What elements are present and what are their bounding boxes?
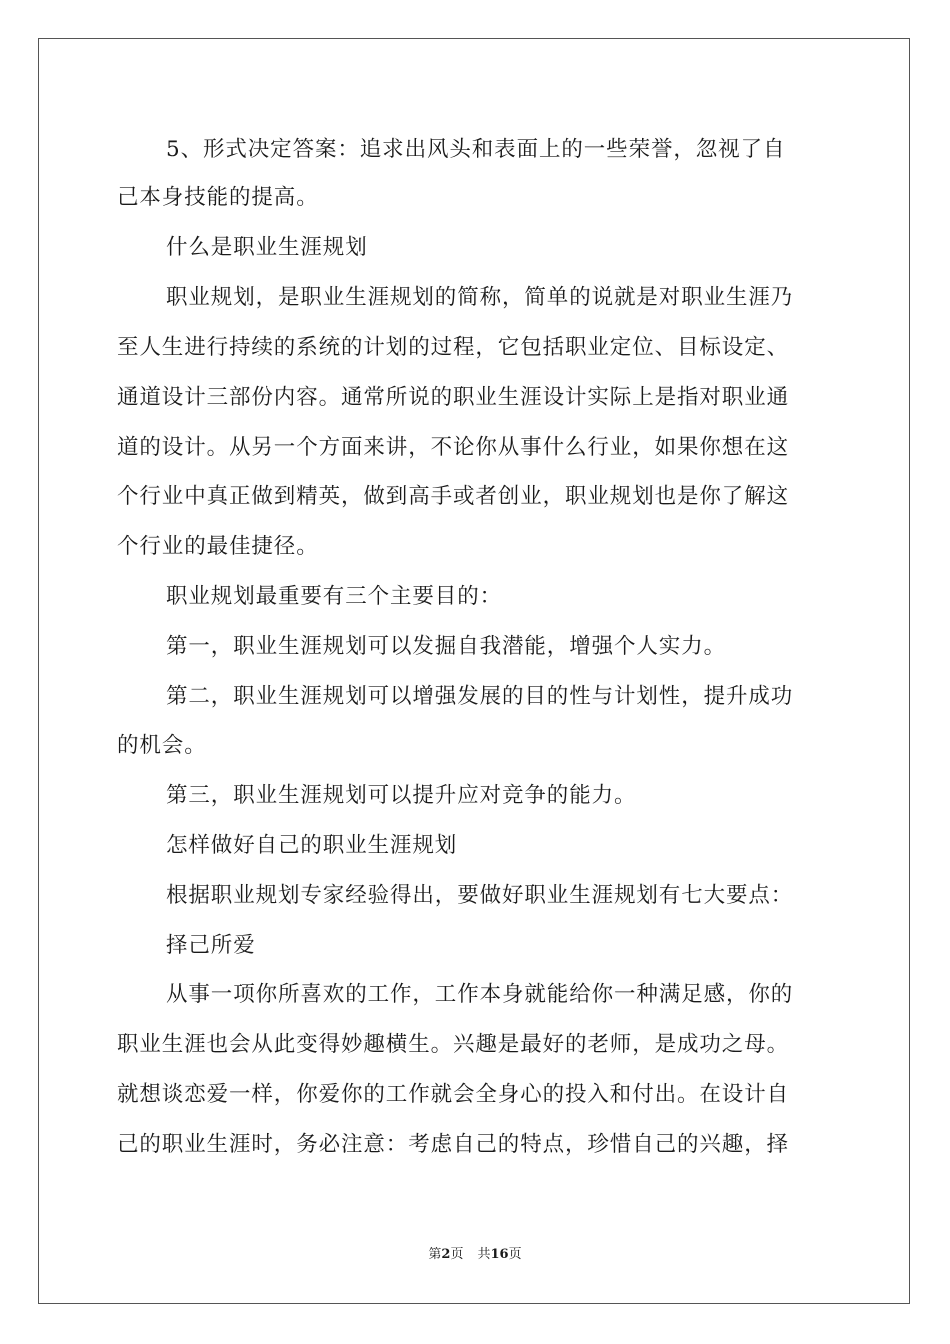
- paragraph-line: 己本身技能的提高。: [117, 185, 319, 210]
- paragraph-line: 就想谈恋爱一样，你爱你的工作就会全身心的投入和付出。在设计自: [117, 1082, 790, 1107]
- paragraph-line: 职业规划，是职业生涯规划的简称，简单的说就是对职业生涯乃: [166, 285, 794, 310]
- section-heading: 什么是职业生涯规划: [166, 235, 368, 260]
- paragraph-line: 个行业的最佳捷径。: [117, 534, 319, 559]
- page-footer: [0, 1243, 950, 1262]
- list-item: 第一，职业生涯规划可以发掘自我潜能，增强个人实力。: [166, 634, 727, 659]
- paragraph-line: 通道设计三部份内容。通常所说的职业生涯设计实际上是指对职业通: [117, 385, 790, 410]
- paragraph-line: 至人生进行持续的系统的计划的过程，它包括职业定位、目标设定、: [117, 335, 790, 360]
- page-border: [38, 38, 910, 1304]
- paragraph-line: 职业规划最重要有三个主要目的：: [166, 584, 503, 609]
- section-heading: 怎样做好自己的职业生涯规划: [166, 833, 458, 858]
- list-item: 的机会。: [117, 733, 207, 758]
- page-current: 2: [441, 1247, 451, 1262]
- list-item: 第二，职业生涯规划可以增强发展的目的性与计划性，提升成功: [166, 684, 794, 709]
- paragraph-line: 己的职业生涯时，务必注意：考虑自己的特点，珍惜自己的兴趣，择: [117, 1132, 790, 1157]
- paragraph-line: 根据职业规划专家经验得出，要做好职业生涯规划有七大要点：: [166, 883, 794, 908]
- page-suffix: 页: [450, 1247, 464, 1262]
- total-suffix: 页: [508, 1247, 522, 1262]
- paragraph-line: 道的设计。从另一个方面来讲，不论你从事什么行业，如果你想在这: [117, 435, 790, 460]
- page-prefix: 第: [428, 1247, 442, 1262]
- paragraph-line: 从事一项你所喜欢的工作，工作本身就能给你一种满足感，你的: [166, 982, 794, 1007]
- section-heading: 择己所爱: [166, 933, 256, 958]
- paragraph-line: 职业生涯也会从此变得妙趣横生。兴趣是最好的老师，是成功之母。: [117, 1032, 790, 1057]
- page-total: 16: [490, 1247, 509, 1262]
- paragraph-line: 个行业中真正做到精英，做到高手或者创业，职业规划也是你了解这: [117, 484, 790, 509]
- total-prefix: 共: [477, 1247, 491, 1262]
- list-item: 第三，职业生涯规划可以提升应对竞争的能力。: [166, 783, 637, 808]
- paragraph-line: 5、形式决定答案：追求出风头和表面上的一些荣誉，忽视了自: [166, 137, 786, 162]
